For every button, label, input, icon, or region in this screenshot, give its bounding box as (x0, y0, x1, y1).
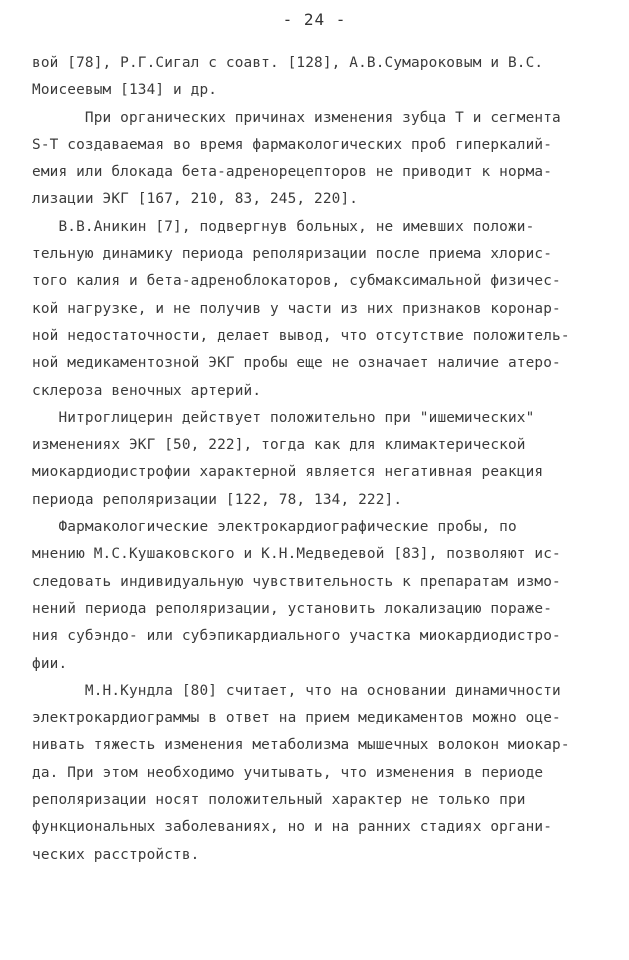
text-line: ческих расстройств. (32, 846, 200, 863)
text-line: реполяризации носят положительный характер не только при (32, 792, 526, 809)
text-line: ной недостаточности, делает вывод, что отсутствие положитель- (32, 327, 570, 344)
text-line: вой [78], Р.Г.Сигал с соавт. [128], А.В.Сумароковым и В.С. (32, 55, 544, 71)
text-line: электрокардиограммы в ответ на прием медикаментов можно оце- (32, 710, 561, 727)
text-line: изменениях ЭКГ [50, 222], тогда как для климактерической (32, 437, 526, 454)
page-number: - 24 - (282, 10, 347, 29)
text-line: фии. (32, 655, 68, 672)
text-line: функциональных заболеваниях, но и на ранних стадиях органи- (32, 819, 553, 836)
text-line: того калия и бета-адреноблокаторов, субмаксимальной физичес- (32, 273, 561, 290)
text-line: ния субэндо- или субэпикардиального участка миокардиодистро- (32, 628, 561, 645)
text-line: нений периода реполяризации, установить локализацию пораже- (32, 600, 553, 617)
text-line: При органических причинах изменения зубца Т и сегмента (32, 109, 561, 126)
text-line: Фармакологические электрокардиографические пробы, по (32, 519, 517, 536)
text-line: склероза веночных артерий. (32, 382, 262, 399)
text-line: ной медикаментозной ЭКГ пробы еще не означает наличие атеро- (32, 355, 561, 372)
text-line: кой нагрузке, и не получив у части из них признаков коронар- (32, 300, 561, 317)
body-text (32, 50, 592, 869)
text-line: М.Н.Кундла [80] считает, что на основании динамичности (32, 682, 561, 699)
text-line: миокардиодистрофии характерной является негативная реакция (32, 464, 544, 481)
text-line: S-T создаваемая во время фармакологических проб гиперкалий- (32, 136, 553, 153)
text-line: Нитроглицерин действует положительно при "ишемических" (32, 409, 535, 426)
text-line: лизации ЭКГ [167, 210, 83, 245, 220]. (32, 191, 359, 208)
text-line: нивать тяжесть изменения метаболизма мышечных волокон миокар- (32, 737, 570, 754)
text-line: В.В.Аникин [7], подвергнув больных, не имевших положи- (32, 218, 535, 235)
text-line: периода реполяризации [122, 78, 134, 222]. (32, 491, 403, 508)
text-line: Моисеевым [134] и др. (32, 82, 218, 99)
text-line: тельную динамику периода реполяризации после приема хлорис- (32, 246, 553, 263)
text-line: следовать индивидуальную чувствительность к препаратам измо- (32, 573, 561, 590)
text-line: да. При этом необходимо учитывать, что изменения в периоде (32, 764, 544, 781)
text-line: емия или блокада бета-адренорецепторов не приводит к норма- (32, 164, 553, 181)
text-line: мнению М.С.Кушаковского и К.Н.Медведевой [83], позволяют ис- (32, 546, 561, 563)
